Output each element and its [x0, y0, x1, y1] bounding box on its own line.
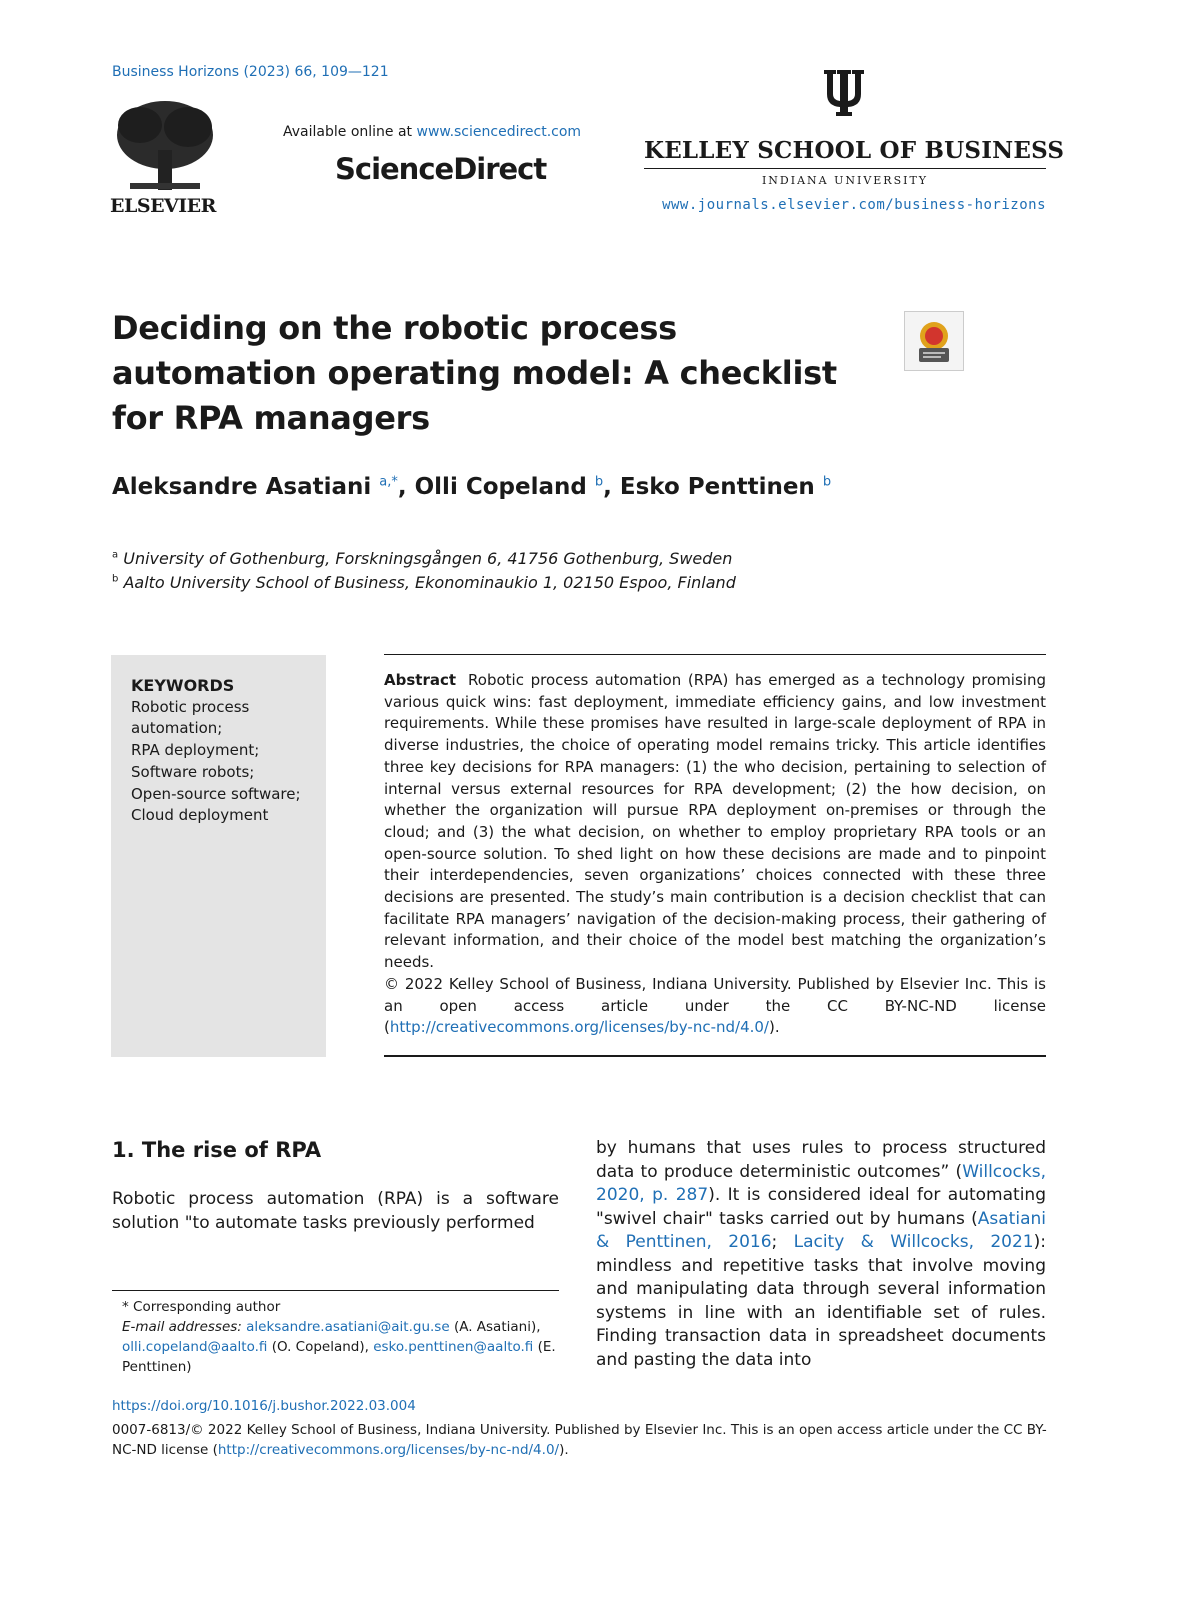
email-owner: (O. Copeland),: [271, 1339, 369, 1355]
author-list: Aleksandre Asatiani $^{a,*}$, Olli Copeland $^b$, Esko Penttinen $^b$: [112, 474, 832, 500]
doi-link[interactable]: https://doi.org/10.1016/j.bushor.2022.03.004: [112, 1398, 416, 1414]
keywords-heading: KEYWORDS: [131, 676, 235, 695]
email-owner: (A. Asatiani),: [453, 1319, 541, 1335]
affiliation-b: [112, 573, 736, 592]
abstract-label: Abstract: [384, 671, 457, 689]
email-link[interactable]: olli.copeland@aalto.fi: [122, 1339, 268, 1355]
abstract-copyright: © 2022 Kelley School of Business, Indiana University. Published by Elsevier Inc. This is an open access article under the CC BY-NC-ND license (: [384, 974, 1046, 1037]
footer-license-link[interactable]: http://creativecommons.org/licenses/by-nc-nd/4.0/: [217, 1442, 560, 1458]
indiana-university-name: INDIANA UNIVERSITY: [761, 174, 929, 187]
affiliation-text: University of Gothenburg, Forskningsgången 6, 41756 Gothenburg, Sweden: [123, 549, 733, 568]
citation-link[interactable]: Willcocks, 2020, p. 287: [596, 1161, 1046, 1205]
body-column-right: [596, 1137, 1046, 1372]
abstract: [384, 670, 1046, 1039]
keyword-item: Software robots;: [131, 762, 255, 781]
citation-separator: ;: [771, 1232, 794, 1252]
author-affiliation-mark[interactable]: b: [594, 474, 604, 490]
author-name: Aleksandre Asatiani: [112, 474, 372, 500]
abstract-copyright-end: ).: [768, 1018, 780, 1037]
footnote-star: *: [122, 1299, 129, 1315]
footnote: [112, 1297, 562, 1377]
affiliation-mark: b: [112, 573, 119, 585]
section-heading: 1. The rise of RPA: [112, 1138, 322, 1162]
author-name: Olli Copeland: [414, 474, 587, 500]
kelley-divider: [644, 168, 1046, 169]
email-label: E-mail addresses:: [122, 1319, 242, 1335]
sciencedirect-link[interactable]: www.sciencedirect.com: [416, 124, 582, 140]
author-name: Esko Penttinen: [619, 474, 815, 500]
journal-homepage-link[interactable]: www.journals.elsevier.com/business-horizons: [662, 197, 1046, 213]
author-affiliation-mark[interactable]: a,*: [379, 474, 398, 490]
license-link[interactable]: http://creativecommons.org/licenses/by-nc-nd/4.0/: [389, 1018, 769, 1037]
footnote-rule: [112, 1290, 559, 1291]
kelley-school-name: KELLEY SCHOOL OF BUSINESS: [644, 137, 1065, 164]
footer-copyright: [112, 1420, 1052, 1460]
footer-copyright-end: ).: [559, 1442, 569, 1458]
keyword-item: RPA deployment;: [131, 741, 260, 760]
article-title: Deciding on the robotic process automation operating model: A checklist for RPA managers: [112, 309, 837, 437]
citation-link[interactable]: Asatiani & Penttinen, 2016: [596, 1208, 1046, 1252]
affiliation-text: Aalto University School of Business, Ekonominaukio 1, 02150 Espoo, Finland: [123, 573, 736, 592]
keyword-item: Cloud deployment: [131, 806, 269, 825]
corresponding-author: Corresponding author: [133, 1299, 281, 1315]
email-owner: (E. Penttinen): [122, 1339, 556, 1375]
footer-copyright-text: 0007-6813/© 2022 Kelley School of Business, Indiana University. Published by Elsevier Inc. This is an open access article under the CC BY-NC-ND license (: [112, 1422, 1047, 1458]
available-online: [283, 124, 581, 140]
keyword-item: Open-source software;: [131, 784, 301, 803]
abstract-top-rule: [384, 654, 1046, 655]
body-text: by humans that uses rules to process structured data to produce deterministic outcomes” (: [596, 1138, 1046, 1182]
sciencedirect-logo: ScienceDirect: [335, 152, 547, 186]
email-link[interactable]: esko.penttinen@aalto.fi: [373, 1339, 534, 1355]
citation-link[interactable]: Lacity & Willcocks, 2021: [793, 1232, 1034, 1252]
available-prefix: Available online at: [283, 124, 417, 140]
body-text: ). It is considered ideal for automating "swivel chair" tasks carried out by humans (: [596, 1185, 1046, 1229]
author-affiliation-mark[interactable]: b: [822, 474, 832, 490]
check-for-updates-icon[interactable]: [904, 311, 964, 371]
body-text: ): mindless and repetitive tasks that involve moving and manipulating data through several information systems in line with an identifiable set of rules. Finding transaction data in spreadsheet documents and pasting the data into: [596, 1232, 1046, 1370]
elsevier-wordmark: ELSEVIER: [110, 195, 216, 217]
journal-reference[interactable]: Business Horizons (2023) 66, 109—121: [112, 64, 389, 80]
keyword-item: Robotic process automation;: [131, 697, 250, 738]
abstract-bottom-rule: [384, 1055, 1046, 1057]
affiliation-mark: a: [112, 549, 119, 561]
abstract-text: Robotic process automation (RPA) has emerged as a technology promising various quick wins: fast deployment, immediate efficiency gains, and low investment requirements. While these promises have resulted in large-scale deployment of RPA in diverse industries, the choice of operating model remains tricky. This article identifies three key decisions for RPA managers: (1) the who decision, pertaining to selection of internal versus external resources for RPA development; (2) the how decision, on whether the organization will pursue RPA deployment on-premises or through the cloud; and (3) the what decision, on whether to employ proprietary RPA tools or an open-source solution. To shed light on how these decisions are made and to pinpoint their interdependencies, seven organizations’ choices connected with these three decisions are presented. The study’s main contribution is a decision checklist that can facilitate RPA managers’ navigation of the decision-making process, their gathering of relevant information, and their choice of the model best matching the organization’s needs.: [384, 671, 1046, 972]
affiliation-a: [112, 549, 732, 568]
iu-trident-icon: [822, 68, 866, 118]
body-column-left: Robotic process automation (RPA) is a software solution "to automate tasks previously performed: [112, 1189, 559, 1233]
keywords-box: [111, 655, 326, 1057]
email-link[interactable]: aleksandre.asatiani@ait.gu.se: [246, 1319, 450, 1335]
